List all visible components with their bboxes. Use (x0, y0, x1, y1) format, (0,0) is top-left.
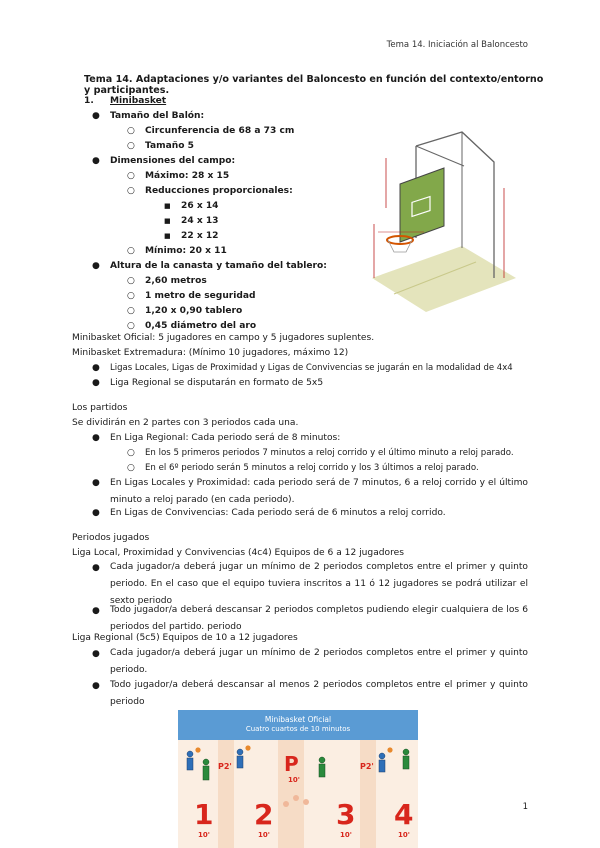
players-illustration (178, 740, 418, 848)
pause-label: P2' (360, 762, 374, 771)
pause-label: P2' (218, 762, 232, 771)
field-max: Máximo: 28 x 15 (145, 171, 230, 181)
bullet-square: ■ (164, 232, 171, 240)
partidos-heading: Los partidos (72, 403, 128, 413)
field-size: 22 x 12 (181, 231, 219, 241)
bullet-circle: ○ (127, 321, 135, 331)
bullet-dot: ● (92, 156, 100, 166)
bullet-dot: ● (92, 478, 100, 488)
ball-item: Circunferencia de 68 a 73 cm (145, 126, 295, 136)
bullet-dot: ● (92, 111, 100, 121)
field-size: 24 x 13 (181, 216, 219, 226)
field-reductions: Reducciones proporcionales: (145, 186, 293, 196)
extremadura-item: Ligas Locales, Ligas de Proximidad y Ligas de Convivencias se jugarán en la modalidad de 4x4 (110, 363, 513, 373)
regional-rule: Todo jugador/a deberá descansar al menos 2 periodos completos entre el primer y quinto periodo (110, 680, 528, 707)
bullet-circle: ○ (127, 141, 135, 151)
bullet-dot: ● (92, 261, 100, 271)
bullet-dot: ● (92, 378, 100, 388)
partidos-intro: Se dividirán en 2 partes con 3 periodos cada una. (72, 418, 299, 428)
page-number: 1 (522, 802, 528, 812)
regional-sub: En el 6º periodo serán 5 minutos a reloj corrido y los 3 últimos a reloj parado. (145, 463, 479, 473)
figure-body (178, 740, 418, 848)
basket-item: 0,45 diámetro del aro (145, 321, 257, 331)
period-number: 3 (336, 798, 356, 831)
minibasket-periods-figure (178, 710, 418, 848)
basket-label: Altura de la canasta y tamaño del tablero: (110, 261, 327, 271)
basket-item: 2,60 metros (145, 276, 207, 286)
period-minutes: 10' (198, 831, 210, 839)
bullet-dot: ● (92, 363, 100, 373)
minibasket-extremadura: Minibasket Extremadura: (Mínimo 10 jugadores, máximo 12) (72, 348, 349, 358)
bullet-square: ■ (164, 202, 171, 210)
regional-periods: En Liga Regional: Cada periodo será de 8 minutos: (110, 433, 341, 443)
convivencias-periods: En Ligas de Convivencias: Cada periodo será de 6 minutos a reloj corrido. (110, 508, 446, 518)
basket-item: 1,20 x 0,90 tablero (145, 306, 243, 316)
liga-regional-heading: Liga Regional (5c5) Equipos de 10 a 12 jugadores (72, 633, 298, 643)
bullet-circle: ○ (127, 171, 135, 181)
field-size: 26 x 14 (181, 201, 219, 211)
field-label: Dimensiones del campo: (110, 156, 236, 166)
bullet-circle: ○ (127, 463, 135, 473)
jugados-heading: Periodos jugados (72, 533, 150, 543)
bullet-circle: ○ (127, 276, 135, 286)
bullet-dot: ● (92, 508, 100, 518)
period-number: 4 (394, 798, 414, 831)
bullet-circle: ○ (127, 448, 135, 458)
bullet-circle: ○ (127, 291, 135, 301)
bullet-circle: ○ (127, 306, 135, 316)
liga-local-heading: Liga Local, Proximidad y Convivencias (4c4) Equipos de 6 a 12 jugadores (72, 548, 404, 558)
basket-item: 1 metro de seguridad (145, 291, 256, 301)
local-rule: Todo jugador/a deberá descansar 2 periodos completos pudiendo elegir cualquiera de los 6 periodos del partido. periodo (110, 605, 528, 632)
bullet-circle: ○ (127, 126, 135, 136)
pause-minutes: 10' (288, 776, 300, 784)
ball-label: Tamaño del Balón: (110, 111, 205, 121)
section-number: 1. (84, 96, 94, 106)
period-number: 2 (254, 798, 274, 831)
regional-rule: Cada jugador/a deberá jugar un mínimo de 2 periodos completos entre el primer y quinto periodo. (110, 648, 528, 675)
bullet-circle: ○ (127, 186, 135, 196)
period-minutes: 10' (340, 831, 352, 839)
ball-item: Tamaño 5 (145, 141, 194, 151)
bullet-dot: ● (92, 649, 100, 659)
pause-label: P (284, 752, 299, 776)
local-rule: Cada jugador/a deberá jugar un mínimo de 2 periodos completos entre el primer y quinto periodo. En el caso que el equipo tuviera inscritos a 11 ó 12 jugadores se podrá utilizar el sexto periodo (110, 562, 528, 606)
bullet-circle: ○ (127, 246, 135, 256)
locales-periods: En Ligas Locales y Proximidad: cada periodo será de 7 minutos, 6 a reloj corrido y el último minuto a reloj parado (en cada periodo). (110, 478, 528, 505)
page-header: Tema 14. Iniciación al Baloncesto (386, 40, 528, 50)
section-heading: Minibasket (110, 96, 167, 106)
period-minutes: 10' (398, 831, 410, 839)
bullet-dot: ● (92, 681, 100, 691)
period-minutes: 10' (258, 831, 270, 839)
bullet-dot: ● (92, 433, 100, 443)
minibasket-oficial: Minibasket Oficial: 5 jugadores en campo y 5 jugadores suplentes. (72, 333, 375, 343)
bullet-square: ■ (164, 217, 171, 225)
banner-subtitle: Cuatro cuartos de 10 minutos (245, 725, 351, 733)
basket-diagram-illustration (364, 128, 520, 314)
period-number: 1 (194, 798, 214, 831)
banner-title: Minibasket Oficial (264, 715, 332, 724)
bullet-dot: ● (92, 606, 100, 616)
extremadura-item: Liga Regional se disputarán en formato de 5x5 (110, 378, 324, 388)
document-title: Tema 14. Adaptaciones y/o variantes del Baloncesto en función del contexto/entorno y participantes. (84, 74, 544, 96)
figure-banner (178, 710, 418, 740)
field-min: Mínimo: 20 x 11 (145, 246, 227, 256)
regional-sub: En los 5 primeros periodos 7 minutos a reloj corrido y el último minuto a reloj parado. (145, 448, 514, 458)
bullet-dot: ● (92, 563, 100, 573)
